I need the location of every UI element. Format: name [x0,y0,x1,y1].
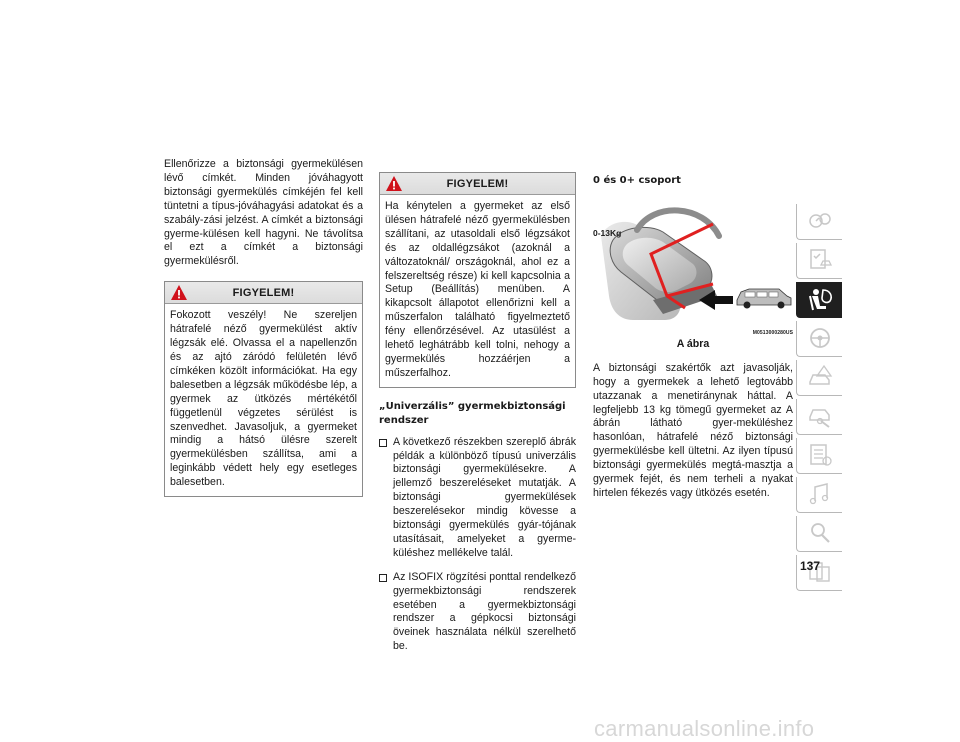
warning-header-2 [380,173,575,195]
chapter-tab-checklist[interactable] [796,243,842,279]
group-paragraph: A biztonsági szakértők azt javasolják, hogy a gyermekek a lehető legtovább utazzanak a menetiránynak háttal. A legfeljebb 13 kg tömegű gyermeket az A ábrán látható gyer-meküléshez hasonlóan, hátrafelé néző biztonsági gyermekülésbe kell ültetni. Az ilyen típusú biztonsági gyermekülés megtá-masztja a gyermek fejét, és nem terheli a nyakat hirtelen fékezés vagy ütközés esetén. [593,361,793,499]
warning-text-1: Fokozott veszély! Ne szereljen hátrafelé néző gyermekülést aktív légzsák elé. Olvassa el a napellenzőn és az ajtó záródó felületén lévő címkéken közölt információkat. Ha egy balesetben a légzsák működésbe lép, a gyermek az ütközés mértékétől függetlenül végzetes sérülést is szenvedhet. Javasoljuk, a gyermeket mindig a hátsó ülésre szerelt gyermekülésben szállítsa, ami a leginkább védett hely egy esetleges balesetben. [170,309,357,489]
watermark-text: carmanualsonline.info [594,716,815,741]
multimedia-icon [807,481,833,507]
technical-data-icon [807,442,833,468]
chapter-tab-driving[interactable] [796,321,842,357]
warning-text-2: Ha kénytelen a gyermeket az első ülésen hátrafelé néző gyermekülésben szállítani, az utasoldali első légzsákot és az oldallégzsákot (azoknál a változatoknál/ országoknál, ahol ez a felszereltség része) ki kell kapcsolnia a Setup (Beállítás) menüben. A kikapcsolt állapotot ellenőrizni kell a műszerfalon található figyelmeztető fény ellenőrzésével. Az utasülést a lehető leghátrább kell tolni, nehogy a gyermekülés hozzáérjen a műszerfalhoz. [385,200,570,379]
airbag-seat-icon [806,286,834,314]
warning-box-2 [379,172,576,388]
car-checklist-icon [807,247,833,273]
intro-paragraph: Ellenőrizze a biztonsági gyermekülésen lévő címkét. Minden jóváhagyott biztonsági gyermekülés címkéjén fel kell tüntetni a típus-jóváhagyási adatokat és a szabály-zási jelzést. A címkét a biztonsági gyerme-külésen kell hagyni. Ne távolítsa el ezt a címkét a biztonsági gyermekülésről. [164,158,363,268]
middle-column [379,172,576,664]
warning-title-2: FIGYELEM! [446,178,509,190]
left-column [164,158,363,509]
figure-caption: A ábra [676,337,710,350]
bullet-item-2 [379,571,576,654]
figure-a [593,196,793,336]
steering-wheel-icon [807,325,833,351]
bullet-square-icon [379,439,387,447]
weight-label: 0-13Kg [593,227,622,238]
chapter-tab-technical[interactable] [796,438,842,474]
warning-header-1 [165,282,362,304]
group-section-title: 0 és 0+ csoport [593,175,681,186]
car-warning-icon [807,364,833,390]
magnifier-icon [807,520,833,546]
right-column [593,172,793,513]
bullet-square-icon [379,574,387,582]
rear-facing-child-seat-illustration [593,196,793,336]
page-number: 137 [800,559,821,573]
warning-triangle-icon [385,175,403,192]
car-instruments-icon [807,208,833,234]
chapter-tab-instruments[interactable] [796,204,842,240]
chapter-tab-service[interactable] [796,399,842,435]
universal-section-title: „Univerzális” gyermekbiztonsági rendszer [379,400,566,426]
car-service-icon [807,403,833,429]
bullet-text-2: Az ISOFIX rögzítési ponttal rendelkező gyermekbiztonsági rendszerek esetében a gyermekbiztonsági rendszer a gépkocsi biztonsági öveinek használata nélkül szerelhető be. [393,570,576,653]
chapter-tab-safety[interactable] [796,282,842,318]
warning-triangle-icon [170,284,188,301]
bullet-item-1 [379,436,576,561]
chapter-tab-multimedia[interactable] [796,477,842,513]
warning-title-1: FIGYELEM! [232,287,295,300]
figure-code: M0513000280US [752,329,793,336]
chapter-sidebar [796,204,842,594]
chapter-tab-emergency[interactable] [796,360,842,396]
warning-box-1 [164,281,363,497]
bullet-text-1: A következő részekben szereplő ábrák példák a különböző típusú univerzális biztonsági gyermekülésekre. A jellemző beszereléseket mutatják. A biztonsági gyermekülések beszerelésekor mindig kövesse a biztonsági gyermekülés gyár-tójának utasításait, amelyeket a gyerme-küléshez mellékelve talál. [393,435,576,559]
chapter-tab-index[interactable] [796,516,842,552]
